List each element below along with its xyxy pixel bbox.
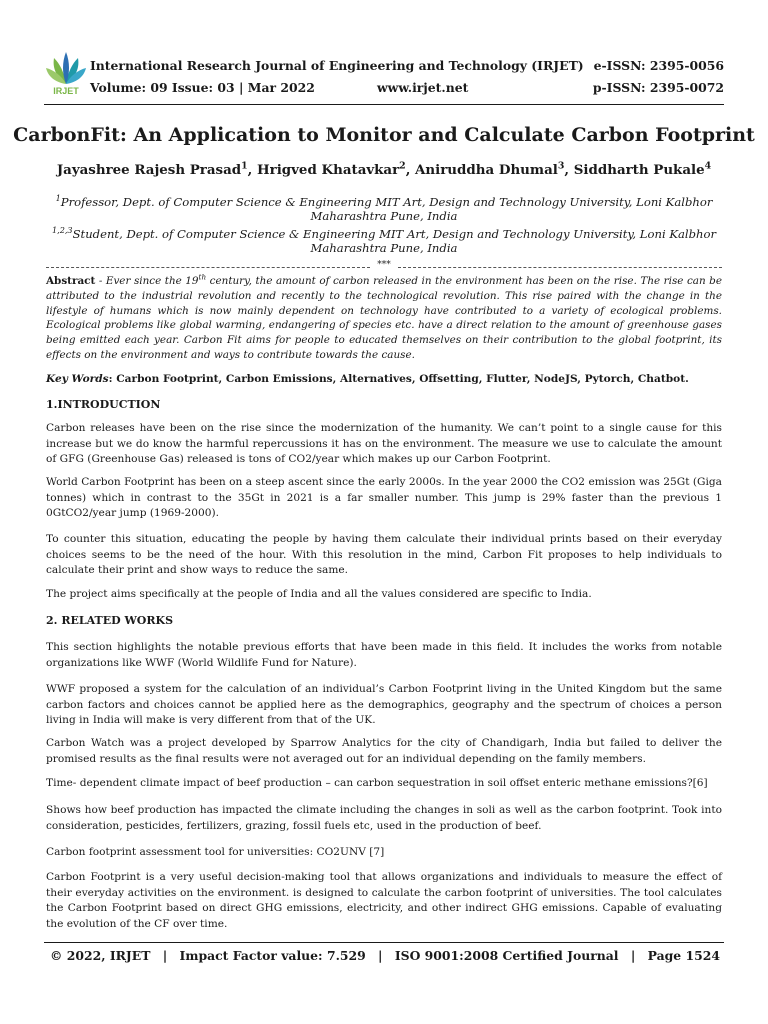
journal-url[interactable]: www.irjet.net — [377, 80, 469, 95]
author: Siddharth Pukale — [573, 162, 705, 178]
abstract-label: Abstract — [46, 275, 96, 287]
section-heading: 2. RELATED WORKS — [46, 614, 174, 627]
impact-factor: Impact Factor value: 7.529 — [179, 948, 366, 963]
page-footer — [44, 942, 724, 972]
author-list: Jayashree Rajesh Prasad$^1$, Hrigved Khatavkar$^2$, Aniruddha Dhumal$^3$, Siddharth Pukale$^4$ — [56, 160, 712, 178]
header-rule — [44, 104, 724, 105]
journal-header — [44, 50, 724, 100]
paragraph: This section highlights the notable previous efforts that have been made in this field. It includes the works from notable organizations like WWF (World Wildlife Fund for Nature). — [46, 641, 722, 669]
paragraph: To counter this situation, educating the people by having them calculate their individual prints based on their everyday choices seems to be the need of the hour. With this resolution in the mind, Carbon Fit proposes to help individuals to calculate their print and show ways to reduce the same. — [46, 533, 722, 577]
section-divider — [46, 262, 722, 272]
svg-text:IRJET: IRJET — [53, 86, 79, 96]
author: Jayashree Rajesh Prasad — [56, 162, 242, 178]
footer-copyright: © 2022, IRJET — [50, 948, 151, 963]
irjet-logo — [44, 50, 88, 96]
paragraph: Carbon Watch was a project developed by Sparrow Analytics for the city of Chandigarh, India but failed to deliver the promised results as the final results were not averaged out for an individual depending on the family members. — [46, 737, 722, 765]
journal-name: International Research Journal of Engineering and Technology (IRJET) — [90, 58, 584, 73]
author: Hrigved Khatavkar — [256, 162, 400, 178]
divider-mark: *** — [377, 260, 391, 270]
footer-separator: | — [378, 948, 383, 963]
paragraph: WWF proposed a system for the calculation of an individual’s Carbon Footprint living in the United Kingdom but the same carbon factors and choices cannot be applied here as the demographics, geography and the spectrum of choices a person living in India will make is very different from that of the UK. — [46, 683, 722, 727]
author: Aniruddha Dhumal — [415, 162, 558, 178]
iso-certification: ISO 9001:2008 Certified Journal — [394, 948, 619, 963]
paragraph: Carbon footprint assessment tool for universities: CO2UNV [7] — [46, 846, 385, 858]
footer-separator: | — [162, 948, 168, 963]
paragraph: Carbon releases have been on the rise since the modernization of the humanity. We can’t point to a single cause for this increase but we do know the harmful repercussions it has on the environment. The measure we use to calculate the amount of GFG (Greenhouse Gas) released is tons of CO2/year which makes up our Carbon Footprint. — [46, 422, 722, 466]
page-number: Page 1524 — [647, 948, 720, 963]
paragraph: World Carbon Footprint has been on a steep ascent since the early 2000s. In the year 2000 the CO2 emission was 25Gt (Giga tonnes) which in contrast to the 35Gt in 2021 is a far smaller number. This jump is 29% faster than the previous 1 0GtCO2/year jump (1969-2000). — [46, 476, 722, 520]
abstract: Abstract - Ever since the 19th century, the amount of carbon released in the environment has been on the rise. The rise can be attributed to the industrial revolution and recently to the technological revolution. This rise paired with the change in the lifestyle of humans which is now mainly dependent on technology have contributed to a variety of ecological problems. Ecological problems like global warming, endangering of species etc. have a direct relation to the amount of greenhouse gases being emitted each year. Carbon Fit aims for people to educated themselves on their contribution to the global footprint, its effects on the environment and ways to contribute towards the cause. — [46, 272, 722, 361]
pissn: p-ISSN: 2395-0072 — [592, 80, 724, 95]
affiliation: $^1$Professor, Dept. of Computer Science & Engineering MIT Art, Design and Technology University, Loni Kalbhor Maharashtra Pune, India — [55, 193, 713, 223]
footer-rule — [44, 942, 724, 943]
irjet-logo-icon — [44, 50, 88, 96]
paragraph: Time- dependent climate impact of beef production – can carbon sequestration in soil offset enteric methane emissions?[6] — [46, 777, 708, 789]
footer-separator: | — [630, 948, 636, 963]
affiliation: $^{1,2,3}$Student, Dept. of Computer Science & Engineering MIT Art, Design and Technology University, Loni Kalbhor Maharashtra Pune, India — [51, 225, 717, 255]
volume-issue: Volume: 09 Issue: 03 | Mar 2022 — [90, 80, 315, 95]
keywords: Key Words: Carbon Footprint, Carbon Emissions, Alternatives, Offsetting, Flutter, NodeJS, Pytorch, Chatbot. — [46, 373, 689, 385]
keywords-label: Key Words — [46, 373, 109, 385]
eissn: e-ISSN: 2395-0056 — [593, 58, 724, 73]
section-heading: 1.INTRODUCTION — [46, 398, 161, 411]
paragraph: The project aims specifically at the people of India and all the values considered are specific to India. — [46, 588, 592, 600]
paper-title: CarbonFit: An Application to Monitor and Calculate Carbon Footprint — [13, 124, 755, 146]
paragraph: Carbon Footprint is a very useful decision-making tool that allows organizations and individuals to measure the effect of their everyday activities on the environment. is designed to calculate the carbon footprint of universities. The tool calculates the Carbon Footprint based on direct GHG emissions, electricity, and other indirect GHG emissions. Capable of evaluating the evolution of the CF over time. — [46, 871, 722, 930]
paragraph: Shows how beef production has impacted the climate including the changes in soli as well as the carbon footprint. Took into consideration, pesticides, fertilizers, grazing, fossil fuels etc, used in the production of beef. — [46, 804, 722, 832]
